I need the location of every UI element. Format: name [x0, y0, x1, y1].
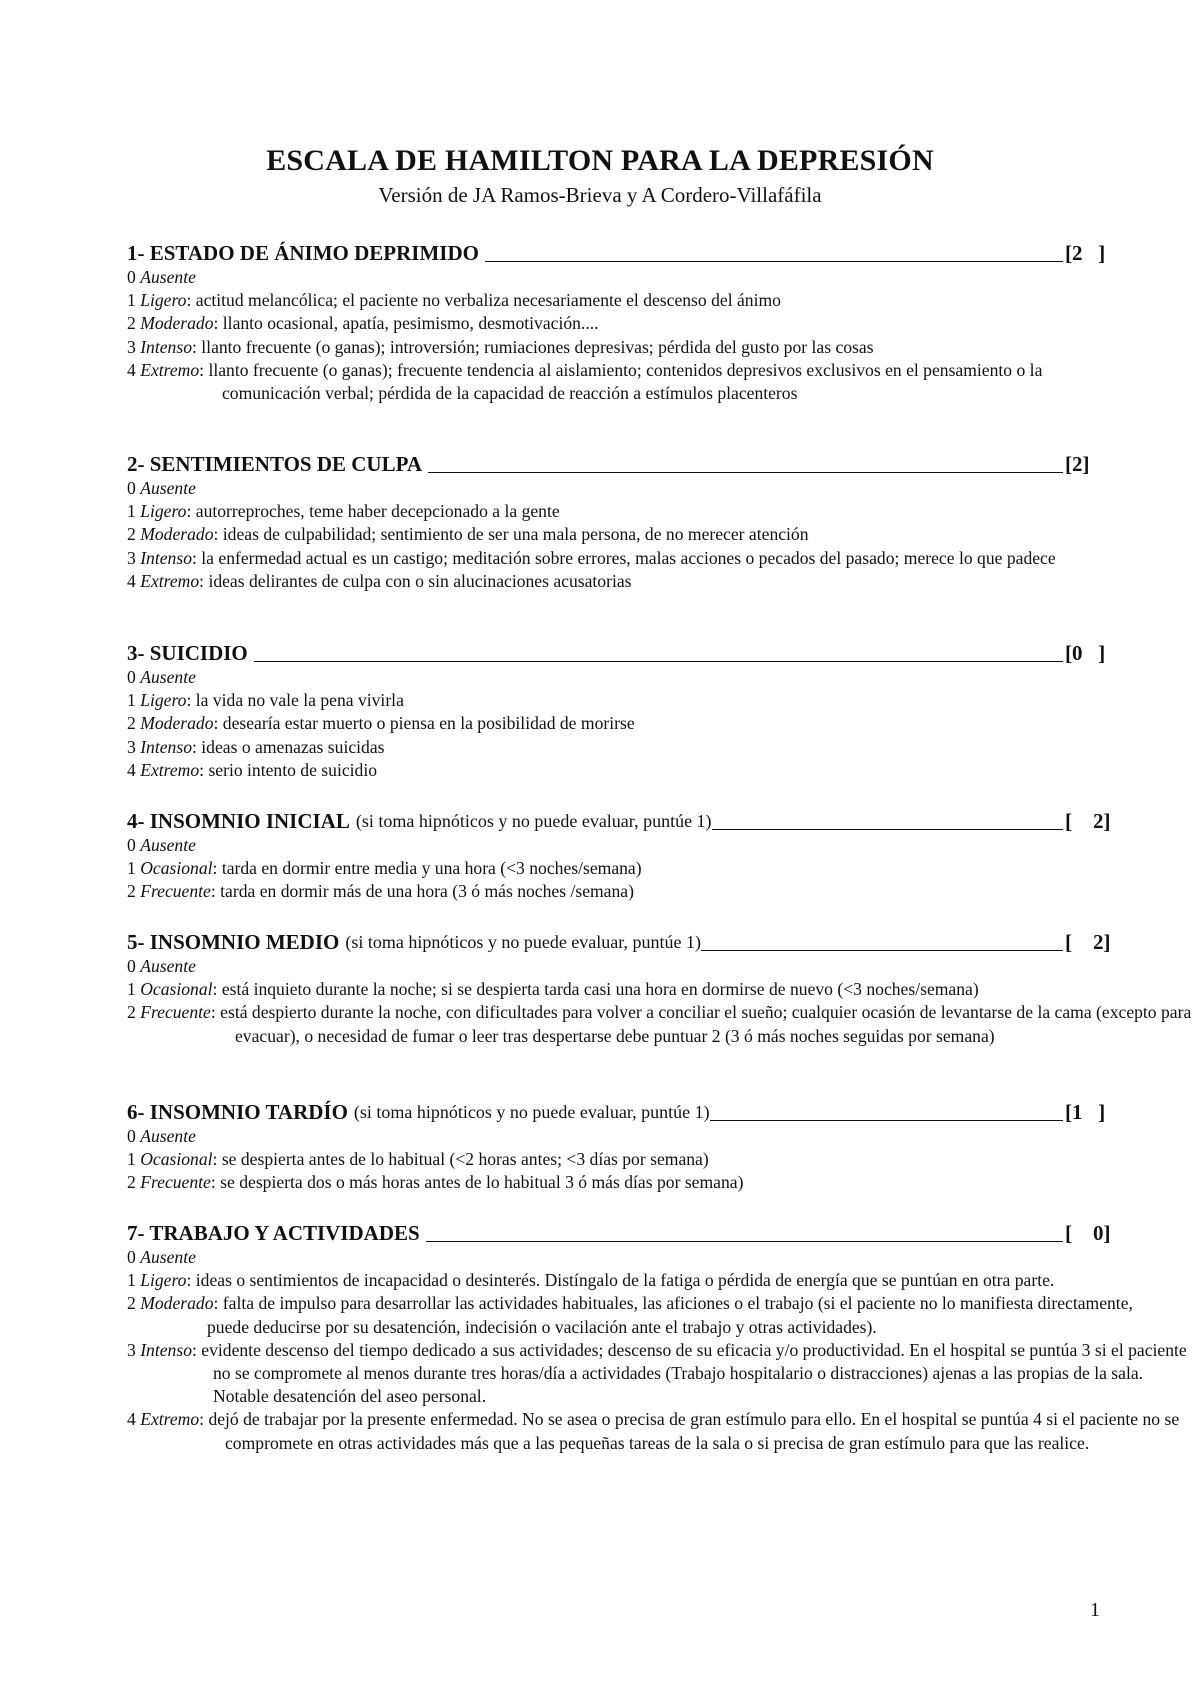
- page-title: ESCALA DE HAMILTON PARA LA DEPRESIÓN: [266, 144, 934, 177]
- option-2: [127, 1001, 1200, 1047]
- item-name: 4- INSOMNIO INICIAL: [127, 809, 350, 833]
- option-1: [127, 978, 1117, 1001]
- fill-line: [428, 472, 1063, 473]
- fill-line: [710, 1120, 1063, 1121]
- option-text: : se despierta antes de lo habitual (<2 horas antes; <3 días por semana): [212, 1149, 709, 1170]
- option-text: : actitud melancólica; el paciente no verbaliza necesariamente el descenso del ánimo: [186, 290, 781, 311]
- scale-item-1: [127, 236, 1117, 405]
- option-label: Intenso: [140, 736, 192, 757]
- option-label: Extremo: [140, 359, 200, 380]
- option-3: [127, 736, 1117, 759]
- option-number: 3: [127, 736, 136, 757]
- item-header: [127, 1095, 1117, 1125]
- item-header: [127, 636, 1117, 666]
- option-label: Moderado: [140, 524, 214, 545]
- option-text: : ideas de culpabilidad; sentimiento de ser una mala persona, de no merecer atención: [213, 524, 809, 545]
- item-score: [ 2]: [1065, 930, 1111, 954]
- item-score: [0 ]: [1065, 641, 1106, 665]
- option-text: : la vida no vale la pena vivirla: [186, 690, 404, 711]
- option-3: [127, 1339, 1188, 1409]
- option-text: : se despierta dos o más horas antes de lo habitual 3 ó más días por semana): [210, 1172, 744, 1193]
- option-number: 1: [127, 1270, 136, 1291]
- option-number: 2: [127, 713, 136, 734]
- item-name: 7- TRABAJO Y ACTIVIDADES: [127, 1221, 420, 1245]
- option-text: : está inquieto durante la noche; si se despierta tarda casi una hora en dormirse de nuevo (<3 noches/semana): [212, 979, 979, 1000]
- option-label: Ausente: [140, 478, 196, 498]
- option-number: 2: [127, 1293, 136, 1314]
- option-1: [127, 1269, 1194, 1292]
- item-score: [ 2]: [1065, 809, 1111, 833]
- option-number: 0: [127, 1126, 136, 1146]
- option-number: 4: [127, 759, 136, 780]
- option-text: : la enfermedad actual es un castigo; meditación sobre errores, malas acciones o pecados del pasado; merece lo que padece: [192, 547, 1056, 568]
- option-text: : ideas o amenazas suicidas: [192, 736, 385, 757]
- option-text: : llanto ocasional, apatía, pesimismo, desmotivación....: [213, 313, 599, 334]
- option-label: Extremo: [140, 570, 200, 591]
- scale-item-6: [127, 1095, 1117, 1195]
- option-number: 4: [127, 570, 136, 591]
- option-number: 4: [127, 1409, 136, 1430]
- option-text: : tarda en dormir entre media y una hora (<3 noches/semana): [212, 858, 642, 879]
- option-number: 2: [127, 1172, 136, 1193]
- option-number: 1: [127, 1149, 136, 1170]
- option-0: [127, 1125, 1117, 1148]
- item-note: (si toma hipnóticos y no puede evaluar, puntúe 1): [345, 932, 702, 952]
- option-text: : ideas delirantes de culpa con o sin alucinaciones acusatorias: [199, 570, 632, 591]
- option-label: Ausente: [140, 267, 196, 287]
- option-text: : serio intento de suicidio: [199, 759, 378, 780]
- option-text: : evidente descenso del tiempo dedicado a sus actividades; descenso de su eficacia y/o productividad. En el hospital se puntúa 3 si el paciente no se compromete al menos durante tres horas/día a actividades (Trabajo hospitalario o distracciones) ajenas a las propias de la sala. Notable desatención del aseo personal.: [192, 1339, 1187, 1407]
- option-4: [127, 759, 1117, 782]
- item-score: [2 ]: [1065, 241, 1106, 265]
- option-number: 1: [127, 979, 136, 1000]
- option-label: Frecuente: [140, 1002, 211, 1023]
- scale-item-3: [127, 636, 1117, 782]
- option-1: [127, 289, 1117, 312]
- option-label: Ligero: [140, 501, 187, 522]
- option-number: 0: [127, 478, 136, 498]
- item-name: 3- SUICIDIO: [127, 641, 248, 665]
- option-label: Ocasional: [140, 858, 213, 879]
- option-number: 4: [127, 359, 136, 380]
- fill-line: [701, 950, 1063, 951]
- option-text: : dejó de trabajar por la presente enfermedad. No se asea o precisa de gran estímulo para ello. En el hospital se puntúa 4 si el paciente no se compromete en otras actividades más que a las pequeñas tareas de la sala o si precisa de gran estímulo para que las realice.: [199, 1409, 1180, 1453]
- option-3: [127, 336, 1117, 359]
- option-0: [127, 1246, 1117, 1269]
- item-score: [2]: [1065, 452, 1090, 476]
- option-2: [127, 1171, 1117, 1194]
- option-text: : está despierto durante la noche, con dificultades para volver a conciliar el sueño; cualquier ocasión de levantarse de la cama (excepto para evacuar), o necesidad de fumar o leer tras despertarse debe puntuar 2 (3 ó más noches seguidas por semana): [210, 1002, 1192, 1046]
- option-label: Ligero: [140, 1270, 187, 1291]
- option-2: [127, 523, 1117, 546]
- option-2: [127, 312, 1117, 335]
- option-number: 0: [127, 1247, 136, 1267]
- option-label: Ausente: [140, 1247, 196, 1267]
- option-4: [127, 1408, 1200, 1454]
- option-text: : tarda en dormir más de una hora (3 ó más noches /semana): [210, 881, 634, 902]
- option-0: [127, 834, 1117, 857]
- option-number: 1: [127, 858, 136, 879]
- option-1: [127, 1148, 1117, 1171]
- option-number: 1: [127, 290, 136, 311]
- option-text: : ideas o sentimientos de incapacidad o desinterés. Distíngalo de la fatiga o pérdida de energía que se puntúan en otra parte.: [186, 1270, 1055, 1291]
- option-label: Moderado: [140, 313, 214, 334]
- option-0: [127, 666, 1117, 689]
- item-name: 2- SENTIMIENTOS DE CULPA: [127, 452, 423, 476]
- option-3: [127, 547, 1176, 570]
- fill-line: [712, 829, 1063, 830]
- option-0: [127, 477, 1117, 500]
- option-label: Ocasional: [140, 1149, 213, 1170]
- option-text: : autorreproches, teme haber decepcionado a la gente: [186, 501, 560, 522]
- option-number: 0: [127, 267, 136, 287]
- option-label: Frecuente: [140, 1172, 211, 1193]
- option-0: [127, 955, 1117, 978]
- item-name: 1- ESTADO DE ÁNIMO DEPRIMIDO: [127, 241, 479, 265]
- option-label: Intenso: [140, 547, 192, 568]
- option-0: [127, 266, 1117, 289]
- page-number: 1: [1090, 1599, 1100, 1621]
- fill-line: [485, 261, 1063, 262]
- option-label: Intenso: [140, 1339, 192, 1360]
- item-note: (si toma hipnóticos y no puede evaluar, puntúe 1): [353, 1102, 710, 1122]
- option-4: [127, 359, 1117, 405]
- scale-item-7: [127, 1216, 1187, 1455]
- item-header: [127, 447, 1117, 477]
- option-number: 2: [127, 313, 136, 334]
- item-note: (si toma hipnóticos y no puede evaluar, puntúe 1): [355, 811, 712, 831]
- item-header: [127, 804, 1117, 834]
- option-number: 2: [127, 1002, 136, 1023]
- option-number: 1: [127, 501, 136, 522]
- option-label: Ausente: [140, 835, 196, 855]
- scale-item-4: [127, 804, 1117, 904]
- option-label: Extremo: [140, 759, 200, 780]
- option-number: 2: [127, 881, 136, 902]
- option-text: : llanto frecuente (o ganas); introversión; rumiaciones depresivas; pérdida del gusto por las cosas: [192, 336, 874, 357]
- option-label: Ligero: [140, 290, 187, 311]
- option-number: 0: [127, 667, 136, 687]
- option-label: Ligero: [140, 690, 187, 711]
- option-text: : desearía estar muerto o piensa en la posibilidad de morirse: [213, 713, 635, 734]
- item-header: [127, 236, 1117, 266]
- option-text: : llanto frecuente (o ganas); frecuente tendencia al aislamiento; contenidos depresivos exclusivos en el pensamiento o la comunicación verbal; pérdida de la capacidad de reacción a estímulos placenteros: [199, 359, 1043, 404]
- option-1: [127, 857, 1117, 880]
- item-name: 5- INSOMNIO MEDIO: [127, 930, 340, 954]
- option-number: 2: [127, 524, 136, 545]
- option-2: [127, 880, 1117, 903]
- scale-item-2: [127, 447, 1117, 593]
- option-label: Ausente: [140, 956, 196, 976]
- item-header: [127, 925, 1117, 955]
- fill-line: [254, 661, 1063, 662]
- option-text: : falta de impulso para desarrollar las actividades habituales, las aficiones o el trabajo (si el paciente no lo manifiesta directamente, puede deducirse por su desatención, indecisión o vacilación ante el trabajo y otras actividades).: [207, 1293, 1133, 1337]
- option-number: 3: [127, 1339, 136, 1360]
- item-score: [ 0]: [1065, 1221, 1111, 1245]
- option-1: [127, 500, 1117, 523]
- option-number: 0: [127, 956, 136, 976]
- option-label: Ausente: [140, 1126, 196, 1146]
- option-label: Moderado: [140, 713, 214, 734]
- page-subtitle: Versión de JA Ramos-Brieva y A Cordero-Villafáfila: [378, 183, 822, 207]
- item-name: 6- INSOMNIO TARDÍO: [127, 1100, 348, 1124]
- option-label: Moderado: [140, 1293, 214, 1314]
- option-label: Frecuente: [140, 881, 211, 902]
- scale-item-5: [127, 925, 1192, 1048]
- option-number: 0: [127, 835, 136, 855]
- option-label: Ocasional: [140, 979, 213, 1000]
- option-number: 1: [127, 690, 136, 711]
- option-number: 3: [127, 547, 136, 568]
- option-label: Intenso: [140, 336, 192, 357]
- option-number: 3: [127, 336, 136, 357]
- option-2: [127, 1292, 1172, 1338]
- option-2: [127, 712, 1117, 735]
- option-4: [127, 570, 1117, 593]
- fill-line: [426, 1241, 1063, 1242]
- option-1: [127, 689, 1117, 712]
- item-score: [1 ]: [1065, 1100, 1106, 1124]
- option-label: Extremo: [140, 1409, 200, 1430]
- option-label: Ausente: [140, 667, 196, 687]
- item-header: [127, 1216, 1117, 1246]
